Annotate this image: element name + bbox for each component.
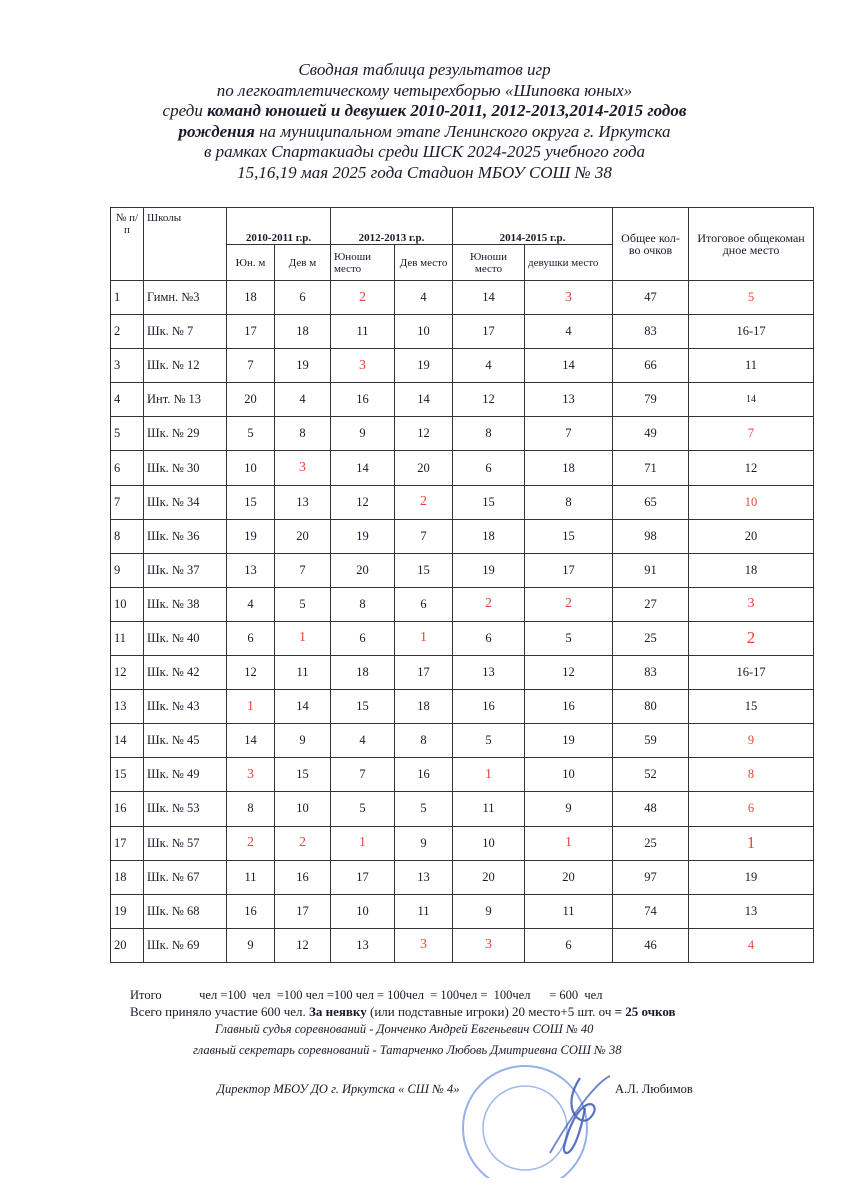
cell-score: 20 xyxy=(331,553,395,587)
cell-score: 16 xyxy=(331,383,395,417)
cell-number: 14 xyxy=(111,724,144,758)
cell-score: 4 xyxy=(525,315,613,349)
cell-score: 9 xyxy=(395,826,453,860)
table-row xyxy=(111,485,814,519)
cell-total: 80 xyxy=(613,690,689,724)
header-sub-boys-2014: Юноши место xyxy=(453,245,525,281)
cell-number: 19 xyxy=(111,894,144,928)
cell-score: 10 xyxy=(331,894,395,928)
cell-place: 20 xyxy=(689,519,814,553)
cell-score: 2 xyxy=(227,826,275,860)
cell-place: 6 xyxy=(689,792,814,826)
cell-score: 12 xyxy=(525,656,613,690)
cell-score: 4 xyxy=(331,724,395,758)
cell-score: 9 xyxy=(453,894,525,928)
cell-score: 6 xyxy=(453,451,525,485)
cell-score: 3 xyxy=(395,928,453,962)
cell-score: 15 xyxy=(453,485,525,519)
table-row xyxy=(111,826,814,860)
cell-number: 5 xyxy=(111,417,144,451)
cell-total: 52 xyxy=(613,758,689,792)
table-row xyxy=(111,690,814,724)
table-row xyxy=(111,928,814,962)
cell-score: 19 xyxy=(525,724,613,758)
cell-score: 10 xyxy=(525,758,613,792)
cell-score: 19 xyxy=(227,519,275,553)
cell-score: 11 xyxy=(453,792,525,826)
cell-score: 12 xyxy=(395,417,453,451)
table-row xyxy=(111,553,814,587)
cell-score: 5 xyxy=(331,792,395,826)
cell-score: 1 xyxy=(525,826,613,860)
results-table xyxy=(110,207,814,963)
cell-school: Шк. № 68 xyxy=(144,894,227,928)
cell-school: Шк. № 34 xyxy=(144,485,227,519)
cell-score: 9 xyxy=(275,724,331,758)
table-row xyxy=(111,417,814,451)
header-sub-boys-2010: Юн. м xyxy=(227,245,275,281)
cell-score: 4 xyxy=(227,587,275,621)
cell-place: 15 xyxy=(689,690,814,724)
cell-place: 7 xyxy=(689,417,814,451)
table-row xyxy=(111,758,814,792)
cell-total: 79 xyxy=(613,383,689,417)
cell-school: Инт. № 13 xyxy=(144,383,227,417)
cell-total: 91 xyxy=(613,553,689,587)
cell-score: 13 xyxy=(395,860,453,894)
cell-score: 2 xyxy=(525,587,613,621)
title-line-2: по легкоатлетическому четырехборью «Шиповка юных» xyxy=(216,80,633,100)
cell-score: 17 xyxy=(331,860,395,894)
header-sub-boys-2012: Юноши место xyxy=(331,245,395,281)
cell-score: 17 xyxy=(275,894,331,928)
cell-total: 59 xyxy=(613,724,689,758)
cell-number: 18 xyxy=(111,860,144,894)
cell-score: 8 xyxy=(453,417,525,451)
cell-score: 6 xyxy=(275,281,331,315)
header-group-2014: 2014-2015 г.р. xyxy=(453,208,613,245)
cell-total: 74 xyxy=(613,894,689,928)
cell-place: 8 xyxy=(689,758,814,792)
cell-school: Гимн. №3 xyxy=(144,281,227,315)
cell-score: 10 xyxy=(275,792,331,826)
cell-score: 1 xyxy=(275,621,331,655)
cell-score: 10 xyxy=(227,451,275,485)
table-row xyxy=(111,656,814,690)
cell-number: 9 xyxy=(111,553,144,587)
cell-place: 4 xyxy=(689,928,814,962)
cell-score: 15 xyxy=(395,553,453,587)
cell-score: 14 xyxy=(227,724,275,758)
cell-place: 18 xyxy=(689,553,814,587)
cell-score: 7 xyxy=(227,349,275,383)
table-row xyxy=(111,860,814,894)
cell-place: 16-17 xyxy=(689,315,814,349)
cell-score: 20 xyxy=(275,519,331,553)
header-sub-girls-2012: Дев место xyxy=(395,245,453,281)
cell-score: 11 xyxy=(227,860,275,894)
cell-place: 19 xyxy=(689,860,814,894)
table-row xyxy=(111,792,814,826)
header-place: Итоговое общекоман дное место xyxy=(689,208,814,281)
title-line-4: рождения на муниципальном этапе Ленинского округа г. Иркутска xyxy=(178,121,671,141)
cell-score: 4 xyxy=(453,349,525,383)
cell-total: 66 xyxy=(613,349,689,383)
cell-score: 16 xyxy=(395,758,453,792)
cell-score: 19 xyxy=(453,553,525,587)
cell-score: 7 xyxy=(395,519,453,553)
cell-number: 7 xyxy=(111,485,144,519)
cell-school: Шк. № 7 xyxy=(144,315,227,349)
cell-number: 20 xyxy=(111,928,144,962)
cell-score: 3 xyxy=(525,281,613,315)
cell-school: Шк. № 43 xyxy=(144,690,227,724)
cell-score: 14 xyxy=(453,281,525,315)
cell-score: 11 xyxy=(331,315,395,349)
cell-total: 98 xyxy=(613,519,689,553)
table-row xyxy=(111,894,814,928)
cell-place: 16-17 xyxy=(689,656,814,690)
cell-school: Шк. № 40 xyxy=(144,621,227,655)
cell-score: 3 xyxy=(227,758,275,792)
header-total: Общее кол-во очков xyxy=(613,208,689,281)
header-sub-girls-2010: Дев м xyxy=(275,245,331,281)
footer-judge: Главный судья соревнований - Донченко Андрей Евгеньевич СОШ № 40 xyxy=(215,1022,594,1036)
footer-itogo: Итого чел =100 чел =100 чел =100 чел = 100чел = 100чел = 100чел = 600 чел xyxy=(130,988,603,1002)
cell-score: 2 xyxy=(453,587,525,621)
cell-school: Шк. № 29 xyxy=(144,417,227,451)
cell-total: 83 xyxy=(613,315,689,349)
footer-participation: Всего приняло участие 600 чел. За неявку (или подставные игроки) 20 место+5 шт. оч = 25 очков xyxy=(130,1004,676,1019)
cell-score: 4 xyxy=(395,281,453,315)
cell-total: 97 xyxy=(613,860,689,894)
cell-number: 12 xyxy=(111,656,144,690)
cell-score: 8 xyxy=(331,587,395,621)
cell-total: 49 xyxy=(613,417,689,451)
cell-school: Шк. № 45 xyxy=(144,724,227,758)
cell-place: 1 xyxy=(689,826,814,860)
cell-score: 17 xyxy=(227,315,275,349)
cell-number: 10 xyxy=(111,587,144,621)
cell-score: 9 xyxy=(227,928,275,962)
cell-score: 5 xyxy=(275,587,331,621)
cell-score: 13 xyxy=(227,553,275,587)
cell-score: 17 xyxy=(453,315,525,349)
cell-score: 2 xyxy=(331,281,395,315)
cell-total: 71 xyxy=(613,451,689,485)
cell-score: 18 xyxy=(275,315,331,349)
cell-score: 6 xyxy=(227,621,275,655)
cell-number: 4 xyxy=(111,383,144,417)
cell-score: 6 xyxy=(525,928,613,962)
cell-score: 14 xyxy=(275,690,331,724)
cell-score: 20 xyxy=(395,451,453,485)
footer-director-name: А.Л. Любимов xyxy=(615,1082,693,1096)
cell-score: 10 xyxy=(453,826,525,860)
cell-number: 6 xyxy=(111,451,144,485)
cell-score: 8 xyxy=(525,485,613,519)
cell-school: Шк. № 49 xyxy=(144,758,227,792)
cell-score: 2 xyxy=(395,485,453,519)
cell-school: Шк. № 69 xyxy=(144,928,227,962)
cell-score: 20 xyxy=(227,383,275,417)
cell-score: 8 xyxy=(227,792,275,826)
header-group-2012: 2012-2013 г.р. xyxy=(331,208,453,245)
cell-total: 27 xyxy=(613,587,689,621)
cell-score: 18 xyxy=(227,281,275,315)
cell-score: 9 xyxy=(525,792,613,826)
cell-score: 5 xyxy=(395,792,453,826)
table-row xyxy=(111,349,814,383)
cell-place: 12 xyxy=(689,451,814,485)
cell-score: 16 xyxy=(453,690,525,724)
cell-place: 2 xyxy=(689,621,814,655)
cell-score: 15 xyxy=(525,519,613,553)
cell-score: 12 xyxy=(275,928,331,962)
title-line-3: среди команд юношей и девушек 2010-2011, 2012-2013,2014-2015 годов xyxy=(162,101,687,120)
cell-score: 5 xyxy=(453,724,525,758)
cell-place: 3 xyxy=(689,587,814,621)
cell-score: 19 xyxy=(331,519,395,553)
table-row xyxy=(111,451,814,485)
cell-score: 19 xyxy=(395,349,453,383)
title-line-1: Сводная таблица результатов игр xyxy=(298,60,551,79)
cell-total: 25 xyxy=(613,621,689,655)
cell-score: 7 xyxy=(275,553,331,587)
cell-score: 15 xyxy=(331,690,395,724)
cell-number: 8 xyxy=(111,519,144,553)
cell-score: 1 xyxy=(395,621,453,655)
cell-total: 25 xyxy=(613,826,689,860)
cell-score: 3 xyxy=(275,451,331,485)
cell-place: 10 xyxy=(689,485,814,519)
cell-score: 18 xyxy=(525,451,613,485)
header-num: № п/ п xyxy=(111,208,144,281)
cell-place: 14 xyxy=(689,383,814,417)
cell-score: 4 xyxy=(275,383,331,417)
footer-director: Директор МБОУ ДО г. Иркутска « СШ № 4» xyxy=(217,1082,460,1096)
table-row xyxy=(111,281,814,315)
cell-place: 9 xyxy=(689,724,814,758)
cell-number: 11 xyxy=(111,621,144,655)
cell-number: 3 xyxy=(111,349,144,383)
cell-score: 15 xyxy=(227,485,275,519)
cell-school: Шк. № 37 xyxy=(144,553,227,587)
header-school: Школы xyxy=(144,208,227,281)
cell-school: Шк. № 38 xyxy=(144,587,227,621)
cell-score: 5 xyxy=(525,621,613,655)
title-line-5: в рамках Спартакиады среди ШСК 2024-2025 учебного года xyxy=(203,142,646,161)
cell-school: Шк. № 57 xyxy=(144,826,227,860)
cell-score: 3 xyxy=(331,349,395,383)
table-row xyxy=(111,383,814,417)
cell-school: Шк. № 12 xyxy=(144,349,227,383)
cell-score: 5 xyxy=(227,417,275,451)
cell-total: 48 xyxy=(613,792,689,826)
stamp-icon xyxy=(430,1048,630,1178)
cell-score: 7 xyxy=(331,758,395,792)
cell-total: 65 xyxy=(613,485,689,519)
cell-score: 16 xyxy=(525,690,613,724)
table-row xyxy=(111,587,814,621)
cell-score: 12 xyxy=(331,485,395,519)
cell-number: 2 xyxy=(111,315,144,349)
cell-score: 14 xyxy=(395,383,453,417)
cell-total: 83 xyxy=(613,656,689,690)
table-row xyxy=(111,724,814,758)
cell-score: 12 xyxy=(227,656,275,690)
cell-place: 13 xyxy=(689,894,814,928)
cell-number: 17 xyxy=(111,826,144,860)
cell-score: 16 xyxy=(275,860,331,894)
footer-secretary: главный секретарь соревнований - Татарченко Любовь Дмитриевна СОШ № 38 xyxy=(193,1043,622,1057)
cell-number: 15 xyxy=(111,758,144,792)
cell-score: 1 xyxy=(227,690,275,724)
cell-score: 14 xyxy=(525,349,613,383)
document-title xyxy=(0,60,849,183)
cell-score: 18 xyxy=(331,656,395,690)
title-line-6: 15,16,19 мая 2025 года Стадион МБОУ СОШ № 38 xyxy=(237,162,612,182)
cell-score: 13 xyxy=(453,656,525,690)
cell-score: 20 xyxy=(453,860,525,894)
cell-place: 5 xyxy=(689,281,814,315)
cell-school: Шк. № 42 xyxy=(144,656,227,690)
cell-score: 19 xyxy=(275,349,331,383)
cell-score: 16 xyxy=(227,894,275,928)
cell-score: 18 xyxy=(453,519,525,553)
stamp-and-signature xyxy=(430,1048,630,1178)
table-row xyxy=(111,315,814,349)
cell-score: 13 xyxy=(331,928,395,962)
cell-score: 17 xyxy=(395,656,453,690)
cell-school: Шк. № 67 xyxy=(144,860,227,894)
cell-score: 15 xyxy=(275,758,331,792)
cell-score: 12 xyxy=(453,383,525,417)
table-row xyxy=(111,519,814,553)
cell-score: 11 xyxy=(275,656,331,690)
cell-school: Шк. № 36 xyxy=(144,519,227,553)
cell-score: 6 xyxy=(395,587,453,621)
header-group-2010: 2010-2011 г.р. xyxy=(227,208,331,245)
cell-score: 14 xyxy=(331,451,395,485)
cell-score: 13 xyxy=(275,485,331,519)
cell-number: 16 xyxy=(111,792,144,826)
cell-score: 20 xyxy=(525,860,613,894)
cell-score: 13 xyxy=(525,383,613,417)
cell-score: 9 xyxy=(331,417,395,451)
cell-score: 17 xyxy=(525,553,613,587)
cell-score: 18 xyxy=(395,690,453,724)
cell-school: Шк. № 53 xyxy=(144,792,227,826)
cell-score: 1 xyxy=(453,758,525,792)
cell-score: 10 xyxy=(395,315,453,349)
cell-score: 2 xyxy=(275,826,331,860)
cell-score: 6 xyxy=(331,621,395,655)
cell-place: 11 xyxy=(689,349,814,383)
cell-score: 3 xyxy=(453,928,525,962)
cell-score: 11 xyxy=(395,894,453,928)
table-row xyxy=(111,621,814,655)
cell-score: 6 xyxy=(453,621,525,655)
cell-score: 8 xyxy=(275,417,331,451)
cell-score: 1 xyxy=(331,826,395,860)
cell-total: 47 xyxy=(613,281,689,315)
cell-number: 1 xyxy=(111,281,144,315)
cell-score: 8 xyxy=(395,724,453,758)
cell-school: Шк. № 30 xyxy=(144,451,227,485)
cell-number: 13 xyxy=(111,690,144,724)
cell-total: 46 xyxy=(613,928,689,962)
cell-score: 11 xyxy=(525,894,613,928)
header-sub-girls-2014: девушки место xyxy=(525,245,613,281)
cell-score: 7 xyxy=(525,417,613,451)
